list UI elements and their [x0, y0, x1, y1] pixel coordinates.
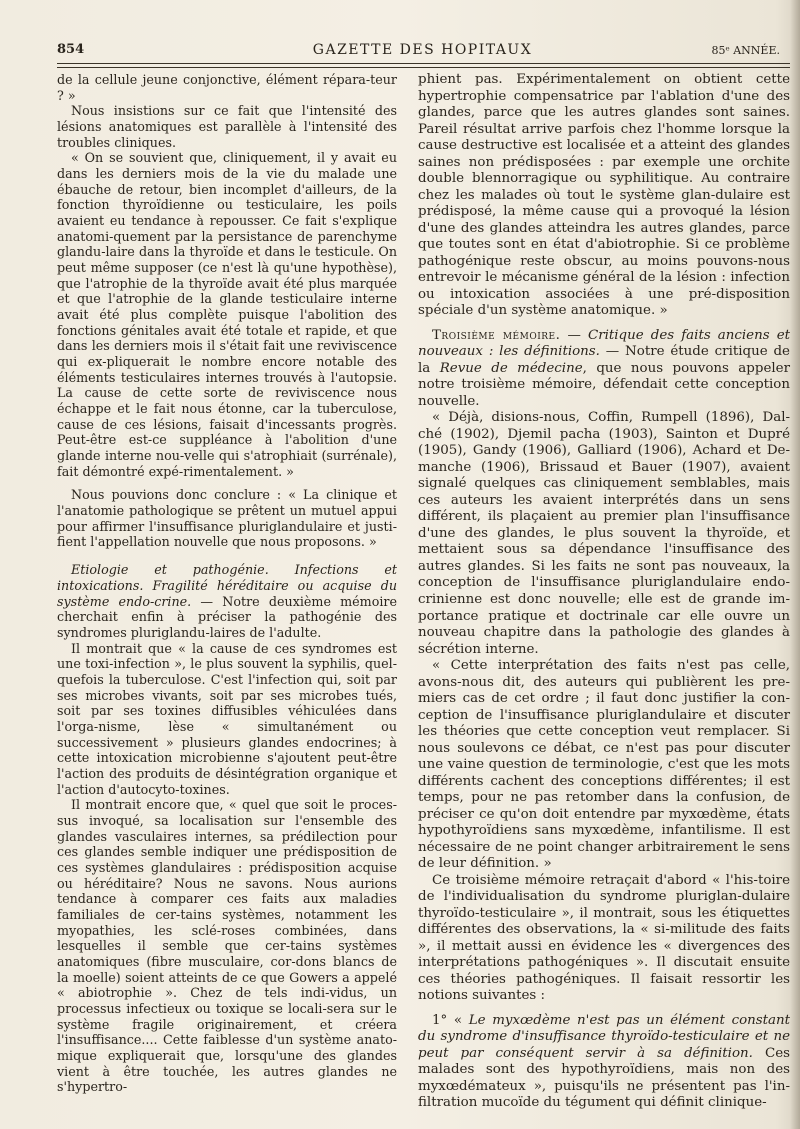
- journal-title: GAZETTE DES HOPITAUX: [312, 42, 533, 58]
- numbered-paragraph: [418, 1013, 790, 1112]
- section-text: , que nous pouvons appeler notre troisième mémoire, défendait cette conception nouvelle.: [418, 360, 790, 409]
- section-label: Troisième mémoire.: [432, 327, 561, 343]
- paragraph: Ce troisième mémoire retraçait d'abord « l'his-toire de l'individualisation du syndrome pluriglan-dulaire thyroïdo-testiculaire », il montrait, sous les étiquettes différentes des observations, la « si-militude des faits », il mettait aussi en évidence les « divergences des interprétations pathogéniques ». Il discutait ensuite ces théories pathogéniques. Il faisait ressortir les notions suivantes :: [418, 872, 790, 1004]
- section-text: — Notre deuxième mémoire cherchait enfin à préciser la pathogénie des syndromes pluriglandu-laires de l'adulte.: [57, 593, 397, 640]
- paragraph: « On se souvient que, cliniquement, il y avait eu dans les derniers mois de la vie du malade une ébauche de retour, bien incomplet d'ailleurs, de la fonction thyroïdienne ou testiculaire, les poils avaient eu tendance à repousser. Ce fait s'explique anatomi-quement par la persistance de parenchyme glandu-laire dans la thyroïde et dans le testicule. On peut même supposer (ce n'est là qu'une hypothèse), que l'atrophie de la thyroïde avait été plus marquée et que l'atrophie de la glande testiculaire interne avait été plus complète puisque l'abolition des fonctions génitales avait été totale et rapide, et que dans les derniers mois il s'était fait une reviviscence qui ex-pliquerait le nombre encore notable des éléments testiculaires internes trouvés à l'autopsie. La cause de cette sorte de reviviscence nous échappe et le fait nous étonne, car la tuberculose, cause de ces lésions, faisait d'incessants progrès. Peut-être est-ce suppléance à l'abolition d'une glande interne nou-velle qui s'atrophiait (surrénale), fait démontré expé-rimentalement. »: [57, 150, 397, 479]
- paragraph: Il montrait que « la cause de ces syndromes est une toxi-infection », le plus souvent la syphilis, quel-quefois la tuberculose. C'est l'infection qui, soit par ses microbes vivants, soit par ses microbes tués, soit par ses toxines diffusibles véhiculées dans l'orga-nisme, lèse « simultanément ou successivement » plusieurs glandes endocrines; à cette intoxication microbienne s'ajoutent peut-être l'action des produits de désintégration organique et l'action d'autocyto-toxines.: [57, 640, 397, 797]
- header-rule-thin: [57, 67, 790, 68]
- section-heading: Critique des faits anciens et nouveaux : les définitions.: [418, 327, 791, 360]
- right-column: [418, 72, 790, 1112]
- paragraph: Il montrait encore que, « quel que soit le proces-sus invoqué, sa localisation sur l'ensemble des glandes vasculaires internes, sa prédilection pour ces glandes semble indiquer une prédisposition de ces systèmes glandulaires : prédisposition acquise ou héréditaire? Nous ne savons. Nous aurions tendance à comparer ces faits aux maladies familiales de cer-tains systèmes, notamment les myopathies, les sclé-roses combinées, dans lesquelles il semble que cer-tains systèmes anatomiques (fibre musculaire, cor-dons blancs de la moelle) soient atteints de ce que Gowers a appelé « abiotrophie ». Chez de tels indi-vidus, un processus infectieux ou toxique se locali-sera sur le système fragile originairement, et créera l'insuffisance.... Cette faiblesse d'un système anato-mique expliquerait que, lorsqu'une des glandes vient à être touchée, les autres glandes ne s'hypertro-: [57, 797, 397, 1095]
- section-paragraph: [418, 328, 790, 411]
- running-header: [57, 40, 788, 62]
- volume-year: 85ᵉ ANNÉE.: [711, 44, 780, 57]
- section-text: — Notre étude critique de la: [418, 344, 790, 376]
- dash: —: [560, 327, 588, 343]
- item-number: 1° «: [432, 1012, 469, 1028]
- journal-reference: Revue de médecine: [439, 360, 583, 376]
- paragraph: Nous insistions sur ce fait que l'intensité des lésions anatomiques est parallèle à l'intensité des troubles cliniques.: [57, 103, 397, 150]
- section-heading: Etiologie et pathogénie. Infections et intoxications. Fragilité héréditaire ou acquise du système endo-crine.: [57, 562, 397, 609]
- paragraph: « Déjà, disions-nous, Coffin, Rumpell (1896), Dal-ché (1902), Djemil pacha (1903), Sainton et Dupré (1905), Gandy (1906), Galliard (1906), Achard et De-manche (1906), Brissaud et Bauer (1907), avaient signalé quelques cas cliniquement semblables, mais ces auteurs les avaient interprétés dans un sens différent, ils plaçaient au premier plan l'insuffisance d'une des glandes, le plus souvent la thyroïde, et mettaient sous sa dépendance l'insuffisance des autres glandes. Si les faits ne sont pas nouveaux, la conception de l'insuffisance pluriglandulaire endo-crinienne est donc nouvelle; elle est de grande im-portance pratique et doctrinale car elle ouvre un nouveau chapitre dans la pathologie des glandes à sécrétion interne.: [418, 410, 790, 657]
- page-number: 854: [57, 42, 85, 57]
- page-spine-shadow: [790, 0, 800, 1129]
- paragraph: de la cellule jeune conjonctive, élément répara-teur ? »: [57, 72, 397, 103]
- section-paragraph: [57, 562, 397, 640]
- item-emphasis: Le myxœdème n'est pas un élément constant du syndrome d'insuffisance thyroïdo-testiculaire et ne peut par conséquent servir à sa définition.: [418, 1012, 791, 1061]
- item-text: Ces malades sont des hypothyroïdiens, mais non des myxœdémateux », puisqu'ils ne présentent pas l'in-filtration mucoïde du tégument qui définit clinique-: [418, 1045, 790, 1111]
- paragraph: Nous pouvions donc conclure : « La clinique et l'anatomie pathologique se prêtent un mutuel appui pour affirmer l'insuffisance pluriglandulaire et justi-fient l'appellation nouvelle que nous proposons. »: [57, 487, 397, 550]
- header-rule-thick: [57, 63, 790, 64]
- paragraph: « Cette interprétation des faits n'est pas celle, avons-nous dit, des auteurs qui publièrent les pre-miers cas de cet ordre ; il faut donc justifier la con-ception de l'insuffisance pluriglandulaire et discuter les théories que cette conception veut remplacer. Si nous soulevons ce débat, ce n'est pas pour discuter une vaine question de terminologie, c'est que les mots différents cachent des conceptions différentes; il est temps, pour ne pas retomber dans la confusion, de préciser ce qu'on doit entendre par myxœdème, états hypothyroïdiens sans myxœdème, infantilisme. Il est nécessaire de ne point changer arbitrairement le sens de leur définition. »: [418, 658, 790, 872]
- paragraph: phient pas. Expérimentalement on obtient cette hypertrophie compensatrice par l'ablation d'une des glandes, parce que les autres glandes sont saines. Pareil résultat arrive parfois chez l'homme lorsque la cause destructive est localisée et a atteint des glandes saines non prédisposées : par exemple une orchite double blennorragique ou syphilitique. Au contraire chez les malades où tout le système glan-dulaire est prédisposé, la même cause qui a provoqué la lésion d'une des glandes atteindra les autres glandes, parce que toutes sont en état d'abiotrophie. Si ce problème pathogénique reste obscur, au moins pouvons-nous entrevoir le mécanisme général de la lésion : infection ou intoxication associées à une pré-disposition spéciale d'un système anatomique. »: [418, 72, 790, 319]
- left-column: [57, 72, 397, 1095]
